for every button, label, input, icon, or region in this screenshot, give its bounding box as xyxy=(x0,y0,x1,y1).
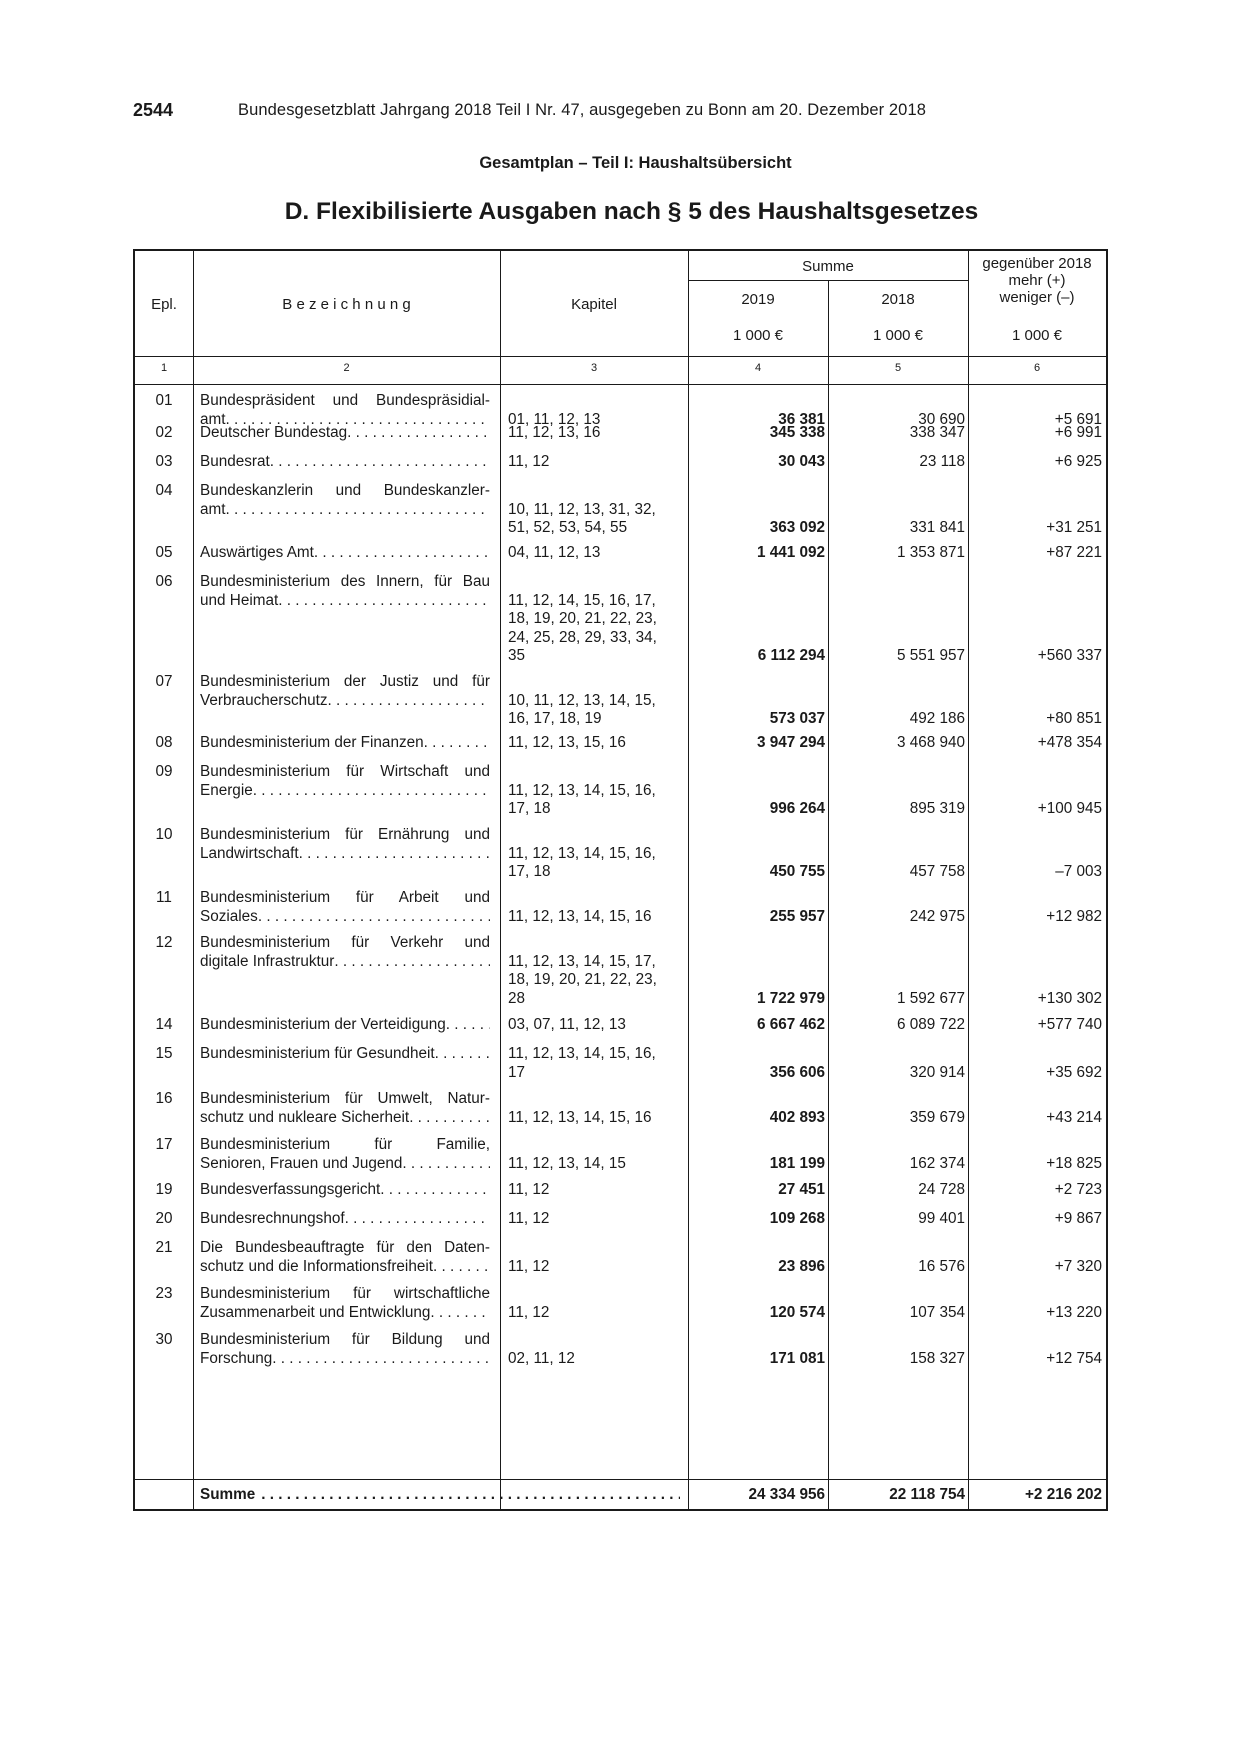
row-name xyxy=(200,573,490,610)
header-diff-line3: weniger (–) xyxy=(999,289,1075,306)
epl-number: 03 xyxy=(155,453,173,470)
kapitel: 11, 12 xyxy=(508,1257,550,1275)
row-name-line: Bundesrat xyxy=(200,453,270,470)
value-diff: +18 825 xyxy=(1046,1154,1102,1172)
value-2018: 5 551 957 xyxy=(896,647,965,664)
kapitel: 11, 12 xyxy=(508,1210,550,1227)
epl-number: 14 xyxy=(155,1016,173,1033)
total-2018: 22 118 754 xyxy=(889,1486,965,1503)
kapitel: 11, 12 xyxy=(508,1303,550,1321)
header-unit: 1 000 € xyxy=(732,327,784,344)
value-2019: 181 199 xyxy=(769,1154,825,1172)
row-name xyxy=(200,1090,490,1127)
value-2018: 895 319 xyxy=(909,800,965,817)
header-summe: Summe xyxy=(802,258,854,275)
row-name xyxy=(200,1210,490,1229)
row-name-line: Bundesministerium für Ernährung und xyxy=(200,826,490,843)
row-name xyxy=(200,1136,490,1173)
row-name-line: Bundesrechnungshof xyxy=(200,1210,345,1227)
value-diff: +6 991 xyxy=(1054,424,1102,441)
row-name xyxy=(200,734,490,753)
value-2018: 16 576 xyxy=(918,1257,965,1275)
budget-table xyxy=(133,249,1108,1511)
row-name-line: Die Bundesbeauftragte für den Daten- xyxy=(200,1239,490,1256)
row-name-line: Bundesministerium für Wirtschaft und xyxy=(200,763,490,780)
value-2019: 171 081 xyxy=(769,1349,825,1367)
value-diff: +2 723 xyxy=(1054,1181,1102,1198)
value-2018: 320 914 xyxy=(909,1063,965,1081)
header-year-2018: 2018 xyxy=(881,291,915,308)
epl-number: 02 xyxy=(155,424,173,441)
value-diff: +5 691 xyxy=(1054,410,1102,428)
value-2019: 450 755 xyxy=(769,863,825,880)
value-diff: +577 740 xyxy=(1037,1016,1102,1033)
total-row xyxy=(135,1481,1106,1511)
kapitel: 11, 12, 13, 16 xyxy=(508,424,601,441)
kapitel: 11, 12, 13, 14, 15, 16 xyxy=(508,907,652,925)
kapitel: 11, 12, 14, 15, 16, 17, 18, 19, 20, 21, 22, 23, 24, 25, 28, 29, 33, 34, 35 xyxy=(508,591,657,664)
kapitel: 11, 12, 13, 14, 15, 16, 17 xyxy=(508,1045,656,1081)
value-2019: 27 451 xyxy=(778,1181,825,1198)
kapitel: 11, 12 xyxy=(508,453,550,470)
row-name-line: Zusammenarbeit und Entwicklung xyxy=(200,1303,431,1321)
value-2019: 1 722 979 xyxy=(756,989,825,1007)
epl-number: 01 xyxy=(155,392,173,409)
value-2018: 6 089 722 xyxy=(896,1016,965,1033)
epl-number: 15 xyxy=(155,1045,173,1062)
journal-title: Bundesgesetzblatt Jahrgang 2018 Teil I Nr. 47, ausgegeben zu Bonn am 20. Dezember 2018 xyxy=(238,101,927,119)
header-divider xyxy=(688,280,968,281)
page-header xyxy=(133,100,1008,122)
row-name xyxy=(200,1181,490,1200)
row-name-line: Bundespräsident und Bundespräsidial- xyxy=(200,392,490,409)
header-kapitel: Kapitel xyxy=(571,296,617,313)
header-diff-line1: gegenüber 2018 xyxy=(982,255,1092,272)
value-diff: +35 692 xyxy=(1046,1063,1102,1081)
row-name-line: Deutscher Bundestag xyxy=(200,424,348,441)
total-label: Summe xyxy=(200,1486,256,1503)
row-name-line: Energie xyxy=(200,781,253,799)
value-2019: 3 947 294 xyxy=(756,734,825,751)
value-diff: +12 754 xyxy=(1046,1349,1102,1367)
epl-number: 11 xyxy=(156,889,172,906)
row-name xyxy=(200,424,490,443)
value-diff: +130 302 xyxy=(1037,989,1102,1007)
total-diff: +2 216 202 xyxy=(1025,1486,1102,1503)
value-diff: +43 214 xyxy=(1046,1108,1102,1126)
value-2018: 3 468 940 xyxy=(896,734,965,751)
row-name-line: digitale Infrastruktur xyxy=(200,952,335,970)
value-2018: 23 118 xyxy=(919,453,965,470)
row-name-line: Bundesministerium für Familie, xyxy=(200,1136,490,1153)
value-2018: 331 841 xyxy=(909,519,965,536)
value-diff: +7 320 xyxy=(1054,1257,1102,1275)
row-name-line: Bundesverfassungsgericht xyxy=(200,1181,381,1198)
row-name-line: Landwirtschaft xyxy=(200,844,299,862)
kapitel: 11, 12, 13, 14, 15, 16, 17, 18 xyxy=(508,844,656,880)
column-divider xyxy=(193,251,194,1509)
row-name-line: amt xyxy=(200,410,226,428)
epl-number: 16 xyxy=(155,1090,173,1107)
value-2018: 30 690 xyxy=(918,410,965,428)
epl-number: 23 xyxy=(155,1285,173,1302)
epl-number: 20 xyxy=(155,1210,173,1227)
column-number: 5 xyxy=(894,362,902,374)
value-diff: +13 220 xyxy=(1046,1303,1102,1321)
value-2019: 356 606 xyxy=(769,1063,825,1081)
kapitel: 03, 07, 11, 12, 13 xyxy=(508,1016,626,1033)
header-unit: 1 000 € xyxy=(1011,327,1063,344)
value-2018: 492 186 xyxy=(909,710,965,727)
row-name-line: Senioren, Frauen und Jugend xyxy=(200,1154,403,1172)
epl-number: 17 xyxy=(155,1136,173,1153)
epl-number: 05 xyxy=(155,544,173,561)
value-2019: 345 338 xyxy=(769,424,825,441)
kapitel: 11, 12, 13, 14, 15, 16 xyxy=(508,1108,652,1126)
row-name xyxy=(200,1239,490,1276)
value-2019: 6 667 462 xyxy=(756,1016,825,1033)
row-name-line: Forschung xyxy=(200,1349,273,1367)
column-number: 3 xyxy=(590,362,598,374)
header-diff-line2: mehr (+) xyxy=(1008,272,1066,289)
header-epl: Epl. xyxy=(151,296,177,313)
row-name-line: und Heimat xyxy=(200,591,279,609)
row-name xyxy=(200,889,490,926)
row-name xyxy=(200,763,490,800)
value-2018: 242 975 xyxy=(909,907,965,925)
value-2018: 24 728 xyxy=(918,1181,965,1198)
column-number: 4 xyxy=(754,362,762,374)
row-name xyxy=(200,1045,490,1064)
value-2019: 402 893 xyxy=(769,1108,825,1126)
row-name xyxy=(200,1016,490,1035)
value-diff: –7 003 xyxy=(1055,863,1102,880)
value-diff: +9 867 xyxy=(1054,1210,1102,1227)
row-name xyxy=(200,1285,490,1322)
kapitel: 11, 12, 13, 14, 15, 16, 17, 18 xyxy=(508,781,656,817)
value-2019: 363 092 xyxy=(769,519,825,536)
column-number: 1 xyxy=(160,362,168,374)
row-name-line: Bundeskanzlerin und Bundeskanzler- xyxy=(200,482,490,499)
page-number: 2544 xyxy=(133,100,174,120)
value-2019: 120 574 xyxy=(769,1303,825,1321)
value-2018: 158 327 xyxy=(909,1349,965,1367)
value-diff: +31 251 xyxy=(1046,519,1102,536)
kapitel: 11, 12, 13, 14, 15, 17, 18, 19, 20, 21, 22, 23, 28 xyxy=(508,952,657,1007)
value-2018: 162 374 xyxy=(909,1154,965,1172)
value-diff: +87 221 xyxy=(1046,544,1102,561)
value-2018: 1 592 677 xyxy=(896,989,965,1007)
header-year-2019: 2019 xyxy=(741,291,775,308)
value-2018: 99 401 xyxy=(918,1210,965,1227)
row-name-line: Verbraucherschutz xyxy=(200,691,328,709)
row-name-line: Auswärtiges Amt xyxy=(200,544,314,561)
header-unit: 1 000 € xyxy=(872,327,924,344)
kapitel: 04, 11, 12, 13 xyxy=(508,544,601,561)
epl-number: 30 xyxy=(155,1331,173,1348)
header-bezeichnung: B e z e i c h n u n g xyxy=(282,296,411,313)
value-diff: +560 337 xyxy=(1037,647,1102,664)
value-2019: 255 957 xyxy=(769,907,825,925)
epl-number: 04 xyxy=(155,482,173,499)
value-diff: +80 851 xyxy=(1046,710,1102,727)
total-2019: 24 334 956 xyxy=(748,1486,825,1503)
page-title: D. Flexibilisierte Ausgaben nach § 5 des Haushaltsgesetzes xyxy=(284,198,979,225)
row-name xyxy=(200,934,490,971)
row-name-line: schutz und die Informationsfreiheit xyxy=(200,1257,433,1275)
value-2019: 30 043 xyxy=(778,453,825,470)
value-2019: 36 381 xyxy=(778,410,825,428)
value-2018: 338 347 xyxy=(909,424,965,441)
epl-number: 21 xyxy=(155,1239,173,1256)
row-name-line: Bundesministerium der Verteidigung xyxy=(200,1016,446,1033)
kapitel: 11, 12, 13, 14, 15 xyxy=(508,1154,626,1172)
kapitel: 11, 12, 13, 15, 16 xyxy=(508,734,626,751)
header-divider xyxy=(135,356,1106,357)
row-name-line: amt xyxy=(200,500,226,518)
epl-number: 08 xyxy=(155,734,173,751)
kapitel: 10, 11, 12, 13, 14, 15, 16, 17, 18, 19 xyxy=(508,691,656,727)
row-name-line: Bundesministerium für Verkehr und xyxy=(200,934,490,951)
value-2018: 457 758 xyxy=(909,863,965,880)
epl-number: 07 xyxy=(155,673,173,690)
value-diff: +478 354 xyxy=(1037,734,1102,751)
row-name xyxy=(200,673,490,710)
column-number: 2 xyxy=(343,362,350,374)
value-diff: +12 982 xyxy=(1046,907,1102,925)
row-name-line: Bundesministerium der Finanzen xyxy=(200,734,424,751)
column-number: 6 xyxy=(1033,362,1041,374)
row-name-line: Bundesministerium der Justiz und für xyxy=(200,673,490,690)
epl-number: 12 xyxy=(155,934,173,951)
header-divider xyxy=(135,384,1106,385)
epl-number: 06 xyxy=(155,573,173,590)
value-2019: 6 112 294 xyxy=(757,647,825,664)
value-diff: +6 925 xyxy=(1054,453,1102,470)
row-name xyxy=(200,1331,490,1368)
row-name-line: Bundesministerium des Innern, für Bau xyxy=(200,573,490,590)
epl-number: 09 xyxy=(155,763,173,780)
column-divider xyxy=(500,251,501,1509)
value-2018: 107 354 xyxy=(909,1303,965,1321)
row-name-line: Bundesministerium für Umwelt, Natur- xyxy=(200,1090,490,1107)
value-2019: 109 268 xyxy=(769,1210,825,1227)
row-name-line: Soziales xyxy=(200,907,258,925)
value-diff: +100 945 xyxy=(1037,800,1102,817)
kapitel: 01, 11, 12, 13 xyxy=(508,410,601,428)
value-2019: 996 264 xyxy=(769,800,825,817)
value-2019: 573 037 xyxy=(769,710,825,727)
epl-number: 19 xyxy=(155,1181,173,1198)
row-name-line: Bundesministerium für Gesundheit xyxy=(200,1045,435,1062)
row-name xyxy=(200,826,490,863)
section-subtitle: Gesamtplan – Teil I: Haushaltsübersicht xyxy=(479,154,792,172)
kapitel: 02, 11, 12 xyxy=(508,1349,575,1367)
row-name-line: Bundesministerium für Arbeit und xyxy=(200,889,490,906)
value-2018: 359 679 xyxy=(909,1108,965,1126)
value-2018: 1 353 871 xyxy=(896,544,965,561)
epl-number: 10 xyxy=(155,826,173,843)
row-name xyxy=(200,453,490,472)
row-name xyxy=(200,544,490,563)
value-2019: 23 896 xyxy=(778,1257,825,1275)
kapitel: 10, 11, 12, 13, 31, 32, 51, 52, 53, 54, 55 xyxy=(508,500,656,536)
value-2019: 1 441 092 xyxy=(756,544,825,561)
kapitel: 11, 12 xyxy=(508,1181,550,1198)
row-name-line: Bundesministerium für wirtschaftliche xyxy=(200,1285,490,1302)
row-name xyxy=(200,482,490,519)
row-name-line: Bundesministerium für Bildung und xyxy=(200,1331,490,1348)
row-name-line: schutz und nukleare Sicherheit xyxy=(200,1108,410,1126)
